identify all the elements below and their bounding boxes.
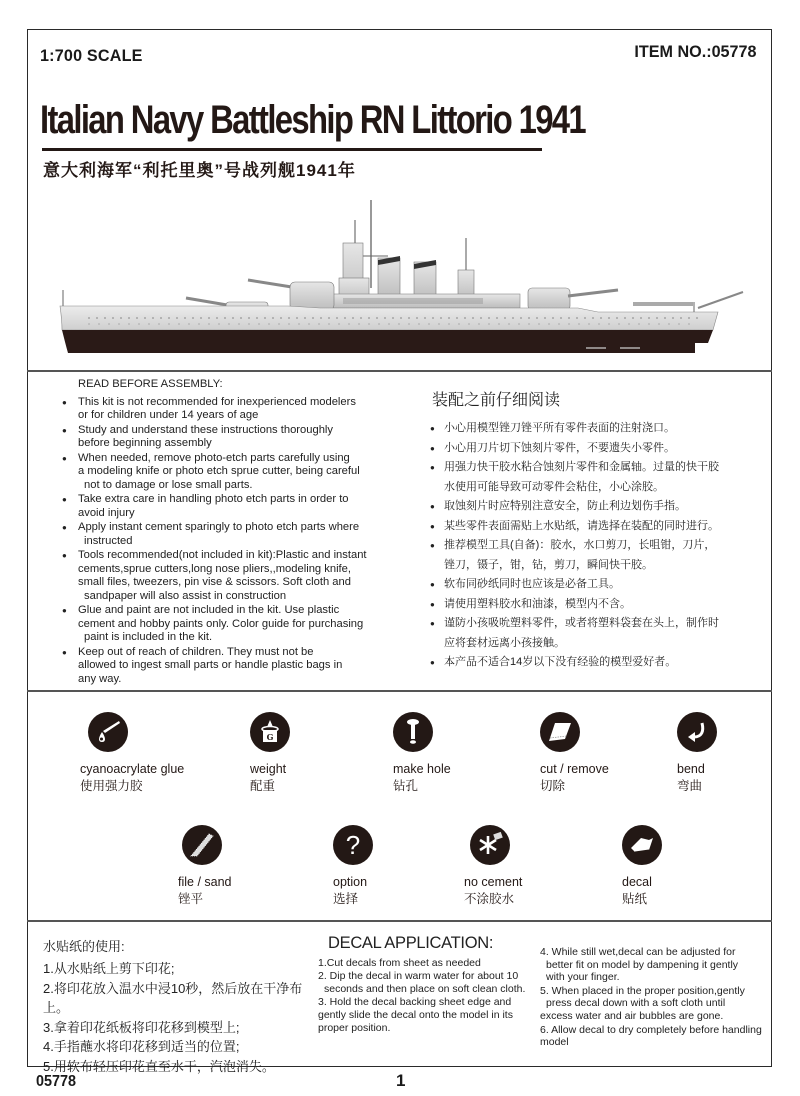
note-item: ● When needed, remove photo-etch parts carefully using a modeling knife or photo etch sprue cutter, being careful not to damage or lose small parts. — [60, 452, 370, 493]
symbol-decal: decal 贴纸 — [622, 825, 782, 907]
decal-step-en: 4. While still wet,decal can be adjusted for better fit on model by dampening it gently with your finger. — [540, 946, 739, 984]
symbol-no-cement: no cement 不涂胶水 — [464, 825, 624, 907]
note-item: ● Apply instant cement sparingly to photo etch parts where instructed — [60, 521, 370, 548]
footer-item-code: 05778 — [36, 1073, 77, 1090]
note-item-cn: ● 小心用模型锉刀锉平所有零件表面的注射浇口。 — [428, 419, 758, 439]
decal-step-en: 1.Cut decals from sheet as needed — [318, 956, 481, 969]
section-divider — [27, 920, 772, 922]
note-item: ● Take extra care in handling photo etch parts in order to avoid injury — [60, 493, 370, 520]
note-item: ● Study and understand these instructions thoroughly before beginning assembly — [60, 424, 370, 451]
question-icon: ? — [333, 825, 373, 865]
decal-application-en — [318, 934, 538, 1035]
drill-icon — [393, 712, 433, 752]
note-item-cn: ● 某些零件表面需贴上水贴纸，请选择在装配的同时进行。 — [428, 517, 758, 537]
decal-icon — [622, 825, 662, 865]
notes-cn-heading: 装配之前仔细阅读 — [432, 390, 561, 409]
weight-icon — [250, 712, 290, 752]
notes-en-heading: READ BEFORE ASSEMBLY: — [78, 378, 223, 390]
decal-step-cn: 5.用软布轻压印花直至水干，汽泡消失。 — [43, 1058, 275, 1074]
read-before-assembly-cn — [428, 387, 758, 673]
note-item-cn: ● 推荐模型工具(自备)：胶水，水口剪刀，长咀钳，刀片， 锉刀，镊子，钳，钻，剪刀，瞬间快干胶。 — [428, 536, 758, 575]
note-item: ● This kit is not recommended for inexperienced modelers or for children under 14 years of age — [60, 396, 370, 423]
scale-label: 1:700 SCALE — [40, 46, 143, 65]
symbol-option: ? option 选择 — [333, 825, 493, 907]
decal-step-en: 3. Hold the decal backing sheet edge and gently slide the decal onto the model in its proper position. — [318, 996, 513, 1034]
note-item-cn: ● 请使用塑料胶水和油漆，模型内不含。 — [428, 595, 758, 615]
page-title: Italian Navy Battleship RN Littorio 1941 — [40, 98, 586, 142]
symbol-cyanoacrylate-glue: cyanoacrylate glue 使用强力胶 — [80, 712, 240, 794]
note-item: ● Tools recommended(not included in kit):Plastic and instant cements,sprue cutters,long nose pliers,,modeling knife, small files, tweezers, pin vise & scissors. Soft cloth and sandpaper will also assist in construction — [60, 549, 370, 603]
symbol-weight: G weight 配重 — [250, 712, 410, 794]
decal-step-en: 6. Allow decal to dry completely before handling model — [540, 1023, 762, 1049]
glue-drop-icon — [88, 712, 128, 752]
svg-text:G: G — [266, 732, 274, 742]
decal-cn-heading: 水贴纸的使用: — [43, 939, 125, 954]
decal-step-en: 5. When placed in the proper position,gently press decal down with a soft cloth until excess water and air bubbles are gone. — [540, 984, 745, 1022]
decal-en-heading: DECAL APPLICATION: — [328, 934, 494, 952]
subtitle-chinese: 意大利海军“利托里奥”号战列舰1941年 — [43, 161, 356, 180]
decal-step-cn: 4.手指蘸水将印花移到适当的位置; — [43, 1039, 240, 1054]
note-item-cn: ● 谨防小孩吸吮塑料零件，或者将塑料袋套在头上，制作时 应将套材远离小孩接触。 — [428, 614, 758, 653]
note-item-cn: ● 用强力快干胶水粘合蚀刻片零件和金属轴。过量的快干胶 水使用可能导致可动零件会粘住，小心涂胶。 — [428, 458, 758, 497]
decal-step-en: 2. Dip the decal in warm water for about 10 seconds and then place on soft clean cloth. — [318, 970, 526, 995]
decal-step-cn: 2.将印花放入温水中浸10秒，然后放在干净布上。 — [43, 980, 303, 1015]
symbol-cut-remove: cut / remove 切除 — [540, 712, 700, 794]
note-item-cn: ● 本产品不适合14岁以下没有经验的模型爱好者。 — [428, 653, 758, 673]
note-item: ● Glue and paint are not included in the kit. Use plastic cement and hobby paints only. Color guide for purchasing paint is included in the kit. — [60, 604, 370, 645]
section-divider — [27, 690, 772, 692]
symbol-bend: bend 弯曲 — [677, 712, 800, 794]
decal-application-en-cont — [540, 946, 770, 1050]
symbol-make-hole: make hole 钻孔 — [393, 712, 553, 794]
note-item-cn: ● 小心用刀片切下蚀刻片零件，不要遗失小零件。 — [428, 439, 758, 459]
no-cement-icon — [470, 825, 510, 865]
battleship-illustration — [58, 198, 748, 358]
read-before-assembly-en — [60, 378, 370, 687]
decal-instructions-cn — [43, 936, 313, 1076]
bend-arrow-icon — [677, 712, 717, 752]
note-item-cn: ● 取蚀刻片时应特别注意安全，防止利边划伤手指。 — [428, 497, 758, 517]
cut-icon — [540, 712, 580, 752]
page-number: 1 — [396, 1071, 406, 1090]
note-item-cn: ● 软布同砂纸同时也应该是必备工具。 — [428, 575, 758, 595]
decal-step-cn: 1.从水贴纸上剪下印花; — [43, 961, 175, 976]
symbol-file-sand: file / sand 锉平 — [178, 825, 338, 907]
file-icon — [182, 825, 222, 865]
section-divider — [27, 370, 772, 372]
title-underline — [42, 148, 542, 151]
decal-step-cn: 3.拿着印花纸板将印花移到模型上; — [43, 1019, 240, 1035]
item-number: ITEM NO.:05778 — [633, 42, 756, 61]
note-item: ● Keep out of reach of children. They must not be allowed to ingest small parts or handle plastic bags in any way. — [60, 646, 370, 687]
